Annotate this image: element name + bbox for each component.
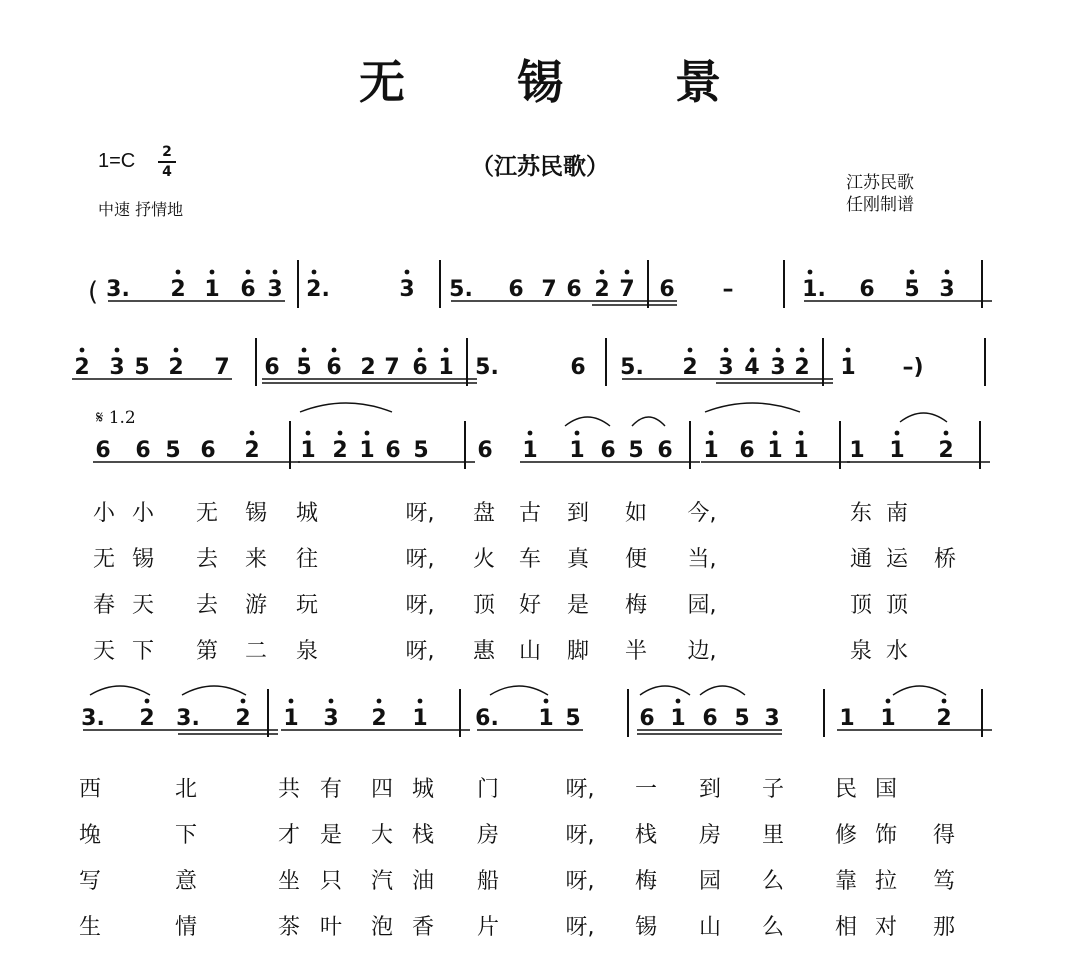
lyric-syllable: 无 xyxy=(92,547,116,572)
lyric-syllable: 国 xyxy=(874,777,898,802)
octave-dot xyxy=(945,270,950,275)
lyric-syllable: 玩 xyxy=(295,593,319,618)
slur xyxy=(640,686,690,695)
lyric-syllable: 呀, xyxy=(565,869,595,894)
octave-dot xyxy=(895,431,900,436)
slur xyxy=(565,417,610,426)
key-signature: 1=C xyxy=(98,150,136,172)
lyric-syllable: 梅 xyxy=(624,593,648,618)
note: 2 xyxy=(594,277,610,302)
note: 3 xyxy=(323,706,339,731)
octave-dot xyxy=(750,348,755,353)
note: 5 xyxy=(734,706,750,731)
lyric-syllable: 来 xyxy=(244,547,268,572)
octave-dot xyxy=(210,270,215,275)
lyric-syllable: 顶 xyxy=(885,593,909,618)
lyric-syllable: 去 xyxy=(195,593,219,618)
note: 2 xyxy=(139,706,155,731)
note: 5 xyxy=(296,355,312,380)
lyric-syllable: 二 xyxy=(244,639,268,664)
slur xyxy=(300,403,392,412)
note: 1 xyxy=(793,438,809,463)
lyric-syllable: 饰 xyxy=(874,823,898,848)
note: 4 xyxy=(744,355,760,380)
lyric-syllable: 意 xyxy=(174,869,198,894)
lyric-syllable: 西 xyxy=(78,777,102,802)
lyric-syllable: 惠 xyxy=(472,639,496,664)
note: 6 xyxy=(240,277,256,302)
lyric-syllable: 修 xyxy=(834,823,858,848)
lyric-syllable: 今, xyxy=(687,501,717,526)
octave-dot xyxy=(676,699,681,704)
note: 6 xyxy=(412,355,428,380)
note: 5. xyxy=(449,277,473,302)
note: 1 xyxy=(889,438,905,463)
lyric-syllable: 船 xyxy=(476,869,500,894)
note: 1 xyxy=(522,438,538,463)
slur xyxy=(705,403,800,412)
note: 3 xyxy=(764,706,780,731)
lyric-syllable: 锡 xyxy=(634,915,658,940)
lyric-syllable: 相 xyxy=(834,915,858,940)
lyric-syllable: 子 xyxy=(761,777,785,802)
slur xyxy=(182,686,246,695)
octave-dot xyxy=(600,270,605,275)
lyric-syllable: 呀, xyxy=(565,777,595,802)
note: 5 xyxy=(628,438,644,463)
lyric-syllable: 堍 xyxy=(78,823,102,848)
note: 2 xyxy=(682,355,698,380)
lyric-syllable: 到 xyxy=(566,501,590,526)
lyric-syllable: 是 xyxy=(319,823,343,848)
note: 2 xyxy=(794,355,810,380)
note: 6 xyxy=(600,438,616,463)
octave-dot xyxy=(289,699,294,704)
lyric-syllable: 车 xyxy=(518,547,542,572)
lyric-syllable: 便 xyxy=(624,547,648,572)
note: 5 xyxy=(904,277,920,302)
note: 3 xyxy=(939,277,955,302)
lyric-syllable: 园, xyxy=(687,593,717,618)
lyric-syllable: 当, xyxy=(687,547,717,572)
slur xyxy=(893,686,946,695)
note: 3. xyxy=(106,277,130,302)
note: 2 xyxy=(74,355,90,380)
lyric-syllable: 呀, xyxy=(405,501,435,526)
note: 1 xyxy=(359,438,375,463)
lyric-line xyxy=(0,818,1080,848)
note: 2. xyxy=(306,277,330,302)
lyric-syllable: 茶 xyxy=(277,915,301,940)
slur xyxy=(490,686,548,695)
lyric-syllable: 栈 xyxy=(411,823,435,848)
credit-arranger: 任刚制谱 xyxy=(846,195,914,215)
octave-dot xyxy=(688,348,693,353)
lyric-syllable: 呀, xyxy=(565,915,595,940)
note: 6 xyxy=(264,355,280,380)
slur xyxy=(90,686,150,695)
note: 1 xyxy=(840,355,856,380)
note: 7 xyxy=(619,277,635,302)
lyric-syllable: 边, xyxy=(687,639,717,664)
note: 2 xyxy=(170,277,186,302)
note: 1 xyxy=(849,438,865,463)
octave-dot xyxy=(544,699,549,704)
lyric-syllable: 门 xyxy=(476,777,500,802)
lyric-syllable: 靠 xyxy=(834,869,858,894)
lyric-syllable: 顶 xyxy=(849,593,873,618)
lyric-syllable: 水 xyxy=(885,639,909,664)
octave-dot xyxy=(886,699,891,704)
note: 6 xyxy=(566,277,582,302)
octave-dot xyxy=(800,348,805,353)
octave-dot xyxy=(418,348,423,353)
lyric-syllable: 去 xyxy=(195,547,219,572)
lyric-syllable: 南 xyxy=(885,501,909,526)
note: 1 xyxy=(767,438,783,463)
note: 2 xyxy=(938,438,954,463)
lyric-syllable: 坐 xyxy=(277,869,301,894)
lyric-syllable: 呀, xyxy=(405,639,435,664)
note: 6 xyxy=(739,438,755,463)
lyric-syllable: 运 xyxy=(885,547,909,572)
octave-dot xyxy=(808,270,813,275)
note: 1 xyxy=(703,438,719,463)
note: 6 xyxy=(326,355,342,380)
lyric-syllable: 么 xyxy=(761,915,785,940)
note: 7 xyxy=(541,277,557,302)
octave-dot xyxy=(405,270,410,275)
note: 1 xyxy=(204,277,220,302)
octave-dot xyxy=(306,431,311,436)
lyric-line xyxy=(0,588,1080,618)
note: 6 xyxy=(477,438,493,463)
octave-dot xyxy=(329,699,334,704)
octave-dot xyxy=(944,431,949,436)
octave-dot xyxy=(176,270,181,275)
meter-bottom: 4 xyxy=(162,164,172,180)
lyric-syllable: 盘 xyxy=(472,501,496,526)
lyric-line xyxy=(0,542,1080,572)
lyric-syllable: 下 xyxy=(174,823,198,848)
lyric-syllable: 古 xyxy=(518,501,542,526)
lyric-syllable: 写 xyxy=(78,869,102,894)
lyric-syllable: 香 xyxy=(411,915,435,940)
octave-dot xyxy=(312,270,317,275)
octave-dot xyxy=(332,348,337,353)
octave-dot xyxy=(302,348,307,353)
lyric-syllable: 那 xyxy=(932,915,956,940)
octave-dot xyxy=(80,348,85,353)
lyric-syllable: 里 xyxy=(761,823,785,848)
lyric-syllable: 下 xyxy=(131,639,155,664)
meter-top: 2 xyxy=(162,144,172,160)
lyric-syllable: 天 xyxy=(131,593,155,618)
lyric-syllable: 么 xyxy=(761,869,785,894)
note: 2 xyxy=(244,438,260,463)
slur xyxy=(632,417,665,426)
lyric-syllable: 一 xyxy=(634,777,658,802)
lyric-syllable: 拉 xyxy=(874,869,898,894)
lyric-syllable: 城 xyxy=(411,777,435,802)
note: 5 xyxy=(134,355,150,380)
lyric-syllable: 真 xyxy=(566,547,590,572)
lyric-syllable: 梅 xyxy=(634,869,658,894)
note: 3 xyxy=(109,355,125,380)
lyric-syllable: 是 xyxy=(566,593,590,618)
lyric-syllable: 无 xyxy=(195,501,219,526)
note: 1 xyxy=(670,706,686,731)
note: 2 xyxy=(235,706,251,731)
note: 1 xyxy=(839,706,855,731)
note: 6 xyxy=(859,277,875,302)
octave-dot xyxy=(773,431,778,436)
note: 6 xyxy=(200,438,216,463)
note: 5. xyxy=(475,355,499,380)
note: 6 xyxy=(702,706,718,731)
note: 6 xyxy=(639,706,655,731)
octave-dot xyxy=(910,270,915,275)
note: 3 xyxy=(770,355,786,380)
lyric-syllable: 大 xyxy=(370,823,394,848)
octave-dot xyxy=(724,348,729,353)
lyric-line xyxy=(0,496,1080,526)
lyric-syllable: 四 xyxy=(370,777,394,802)
note: 1 xyxy=(538,706,554,731)
octave-dot xyxy=(444,348,449,353)
lyric-syllable: 北 xyxy=(174,777,198,802)
lyric-syllable: 山 xyxy=(518,639,542,664)
note: 6. xyxy=(475,706,499,731)
lyric-syllable: 才 xyxy=(277,823,301,848)
note: 6 xyxy=(657,438,673,463)
lyric-line xyxy=(0,634,1080,664)
song-title: 无 锡 景 xyxy=(358,55,770,109)
lyric-syllable: 片 xyxy=(476,915,500,940)
lyric-syllable: 泉 xyxy=(849,639,873,664)
octave-dot xyxy=(174,348,179,353)
lyric-syllable: 小 xyxy=(131,501,155,526)
lyric-syllable: 游 xyxy=(244,593,268,618)
lyric-syllable: 往 xyxy=(295,547,319,572)
lyric-line xyxy=(0,772,1080,802)
note: 6 xyxy=(570,355,586,380)
segno-mark: 𝄋 1.2 xyxy=(96,408,136,428)
lyric-syllable: 民 xyxy=(834,777,858,802)
lyric-syllable: 小 xyxy=(92,501,116,526)
lyric-syllable: 叶 xyxy=(319,915,343,940)
lyric-syllable: 共 xyxy=(277,777,301,802)
octave-dot xyxy=(942,699,947,704)
note: –) xyxy=(902,355,924,380)
lyric-syllable: 脚 xyxy=(566,639,590,664)
note: 2 xyxy=(936,706,952,731)
slur xyxy=(900,413,947,422)
octave-dot xyxy=(799,431,804,436)
lyric-syllable: 对 xyxy=(874,915,898,940)
song-subtitle: （江苏民歌） xyxy=(471,154,609,180)
note: 6 xyxy=(385,438,401,463)
note: 3 xyxy=(399,277,415,302)
lyric-syllable: 呀, xyxy=(405,547,435,572)
note: 1 xyxy=(569,438,585,463)
lyric-syllable: 好 xyxy=(518,593,542,618)
note: 1 xyxy=(412,706,428,731)
lyric-syllable: 笃 xyxy=(932,869,956,894)
octave-dot xyxy=(709,431,714,436)
lyric-syllable: 房 xyxy=(476,823,500,848)
octave-dot xyxy=(115,348,120,353)
octave-dot xyxy=(365,431,370,436)
lyric-syllable: 油 xyxy=(411,869,435,894)
octave-dot xyxy=(377,699,382,704)
note: 7 xyxy=(384,355,400,380)
octave-dot xyxy=(273,270,278,275)
lyric-syllable: 呀, xyxy=(565,823,595,848)
note: 5 xyxy=(565,706,581,731)
lyric-syllable: 房 xyxy=(698,823,722,848)
octave-dot xyxy=(145,699,150,704)
lyric-syllable: 有 xyxy=(319,777,343,802)
lyric-syllable: 生 xyxy=(78,915,102,940)
note: – xyxy=(722,277,734,302)
lyric-syllable: 泡 xyxy=(370,915,394,940)
note: 1 xyxy=(300,438,316,463)
lyric-syllable: 半 xyxy=(624,639,648,664)
octave-dot xyxy=(241,699,246,704)
note: 6 xyxy=(659,277,675,302)
lyric-syllable: 天 xyxy=(92,639,116,664)
lyric-syllable: 桥 xyxy=(933,547,957,572)
credit-source: 江苏民歌 xyxy=(846,173,914,193)
lyric-line xyxy=(0,910,1080,940)
lyric-syllable: 锡 xyxy=(244,501,268,526)
lyric-syllable: 顶 xyxy=(472,593,496,618)
note: 1 xyxy=(880,706,896,731)
octave-dot xyxy=(625,270,630,275)
lyric-syllable: 只 xyxy=(319,869,343,894)
lyric-syllable: 通 xyxy=(849,547,873,572)
note: 5 xyxy=(413,438,429,463)
lyric-syllable: 汽 xyxy=(370,869,394,894)
lyric-syllable: 到 xyxy=(698,777,722,802)
lyric-syllable: 如 xyxy=(624,501,648,526)
slur xyxy=(700,686,745,695)
note: 2 xyxy=(360,355,376,380)
note: 7 xyxy=(214,355,230,380)
lyric-syllable: 情 xyxy=(174,915,198,940)
note: 6 xyxy=(95,438,111,463)
lyric-syllable: 东 xyxy=(849,501,873,526)
octave-dot xyxy=(575,431,580,436)
note: 2 xyxy=(332,438,348,463)
lyric-syllable: 栈 xyxy=(634,823,658,848)
note: 1. xyxy=(802,277,826,302)
tempo-marking: 中速 抒情地 xyxy=(98,200,184,219)
note: 6 xyxy=(508,277,524,302)
lyric-syllable: 第 xyxy=(195,639,219,664)
octave-dot xyxy=(528,431,533,436)
lyric-syllable: 呀, xyxy=(405,593,435,618)
lyric-line xyxy=(0,864,1080,894)
lyric-syllable: 锡 xyxy=(131,547,155,572)
lyric-syllable: 得 xyxy=(932,823,956,848)
note: 2 xyxy=(371,706,387,731)
note: 3. xyxy=(176,706,200,731)
intro-paren: ( xyxy=(88,277,99,307)
octave-dot xyxy=(846,348,851,353)
note: 3 xyxy=(267,277,283,302)
note: 5. xyxy=(620,355,644,380)
lyric-syllable: 园 xyxy=(698,869,722,894)
lyric-syllable: 泉 xyxy=(295,639,319,664)
note: 3 xyxy=(718,355,734,380)
note: 1 xyxy=(283,706,299,731)
lyric-syllable: 城 xyxy=(295,501,319,526)
octave-dot xyxy=(338,431,343,436)
octave-dot xyxy=(246,270,251,275)
note: 5 xyxy=(165,438,181,463)
note: 1 xyxy=(438,355,454,380)
octave-dot xyxy=(250,431,255,436)
octave-dot xyxy=(418,699,423,704)
lyric-syllable: 火 xyxy=(472,547,496,572)
lyric-syllable: 山 xyxy=(698,915,722,940)
note: 6 xyxy=(135,438,151,463)
note: 3. xyxy=(81,706,105,731)
octave-dot xyxy=(776,348,781,353)
lyric-syllable: 春 xyxy=(92,593,116,618)
note: 2 xyxy=(168,355,184,380)
